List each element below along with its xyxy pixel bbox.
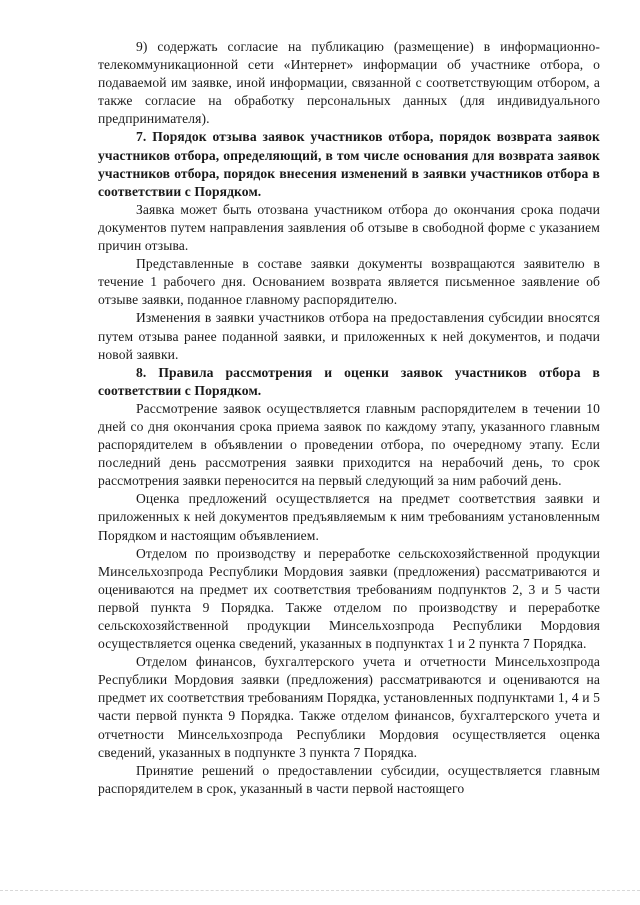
paragraph-production-department: Отделом по производству и переработке сельскохозяйственной продукции Минсельхозпрода Республики Мордовия заявки (предложения) рассматриваются и оцениваются на предмет их соответствия требованиям подпунктов 2, 3 и 5 части первой пункта 9 Порядка. Также отделом по производству и переработке сельскохозяйственной продукции Минсельхозпрода Республики Мордовия осуществляется оценка сведений, указанных в подпунктах 1 и 2 пункта 7 Порядка. — [98, 545, 600, 652]
section-7-heading: 7. Порядок отзыва заявок участников отбора, порядок возврата заявок участников отбора, определяющий, в том числе основания для возврата заявок участников отбора, порядок внесения изменений в заявки участников отбора в соответствии с Порядком. — [98, 129, 600, 199]
paragraph-evaluation: Оценка предложений осуществляется на предмет соответствия заявки и приложенных к ней документов предъявляемым к ним требованиям установленным Порядком и настоящим объявлением. — [98, 491, 600, 543]
page-bottom-rule — [0, 890, 640, 891]
paragraph-withdrawal: Заявка может быть отозвана участником отбора до окончания срока подачи документов путем направления заявления об отзыве в свободной форме с указанием причин отзыва. — [98, 201, 600, 254]
paragraph-finance-department: Отделом финансов, бухгалтерского учета и отчетности Минсельхозпрода Республики Мордовия заявки (предложения) рассматриваются и оцениваются на предмет их соответствия требованиям Порядка, установленных подпунктами 1, 4 и 5 части первой пункта 9 Порядка. Также отделом финансов, бухгалтерского учета и отчетности Минсельхозпрода Республики Мордовия осуществляется оценка сведений, указанных в подпункте 3 пункта 7 Порядка. — [98, 654, 600, 760]
paragraph-review-terms: Рассмотрение заявок осуществляется главным распорядителем в течении 10 дней со дня окончания срока приема заявок по каждому этапу, указанного главным распорядителем в объявлении о проведении отбора, по очередному этапу. Если последний день рассмотрения заявки приходится на нерабочий день, то срок рассмотрения заявки переносится на первый следующий за ним рабочий день. — [98, 400, 600, 489]
paragraph-changes: Изменения в заявки участников отбора на предоставления субсидии вносятся путем отзыва ранее поданной заявки, и приложенных к ней документов, и подачи новой заявки. — [98, 310, 600, 362]
paragraph-consent-item: 9) содержать согласие на публикацию (размещение) в информационно-телекоммуникационной сети «Интернет» информации об участнике отбора, о подаваемой им заявке, иной информации, связанной с соответствующим отбором, а также согласие на обработку персональных данных (для индивидуального предпринимателя). — [98, 39, 600, 127]
paragraph-return-documents: Представленные в составе заявки документы возвращаются заявителю в течение 1 рабочего дня. Основанием возврата является письменное заявление об отзыве заявки, поданное главному распорядителю. — [98, 256, 600, 308]
section-8-heading: 8. Правила рассмотрения и оценки заявок участников отбора в соответствии с Порядком. — [98, 364, 600, 398]
paragraph-decision: Принятие решений о предоставлении субсидии, осуществляется главным распорядителем в срок, указанный в части первой настоящего — [98, 762, 600, 796]
